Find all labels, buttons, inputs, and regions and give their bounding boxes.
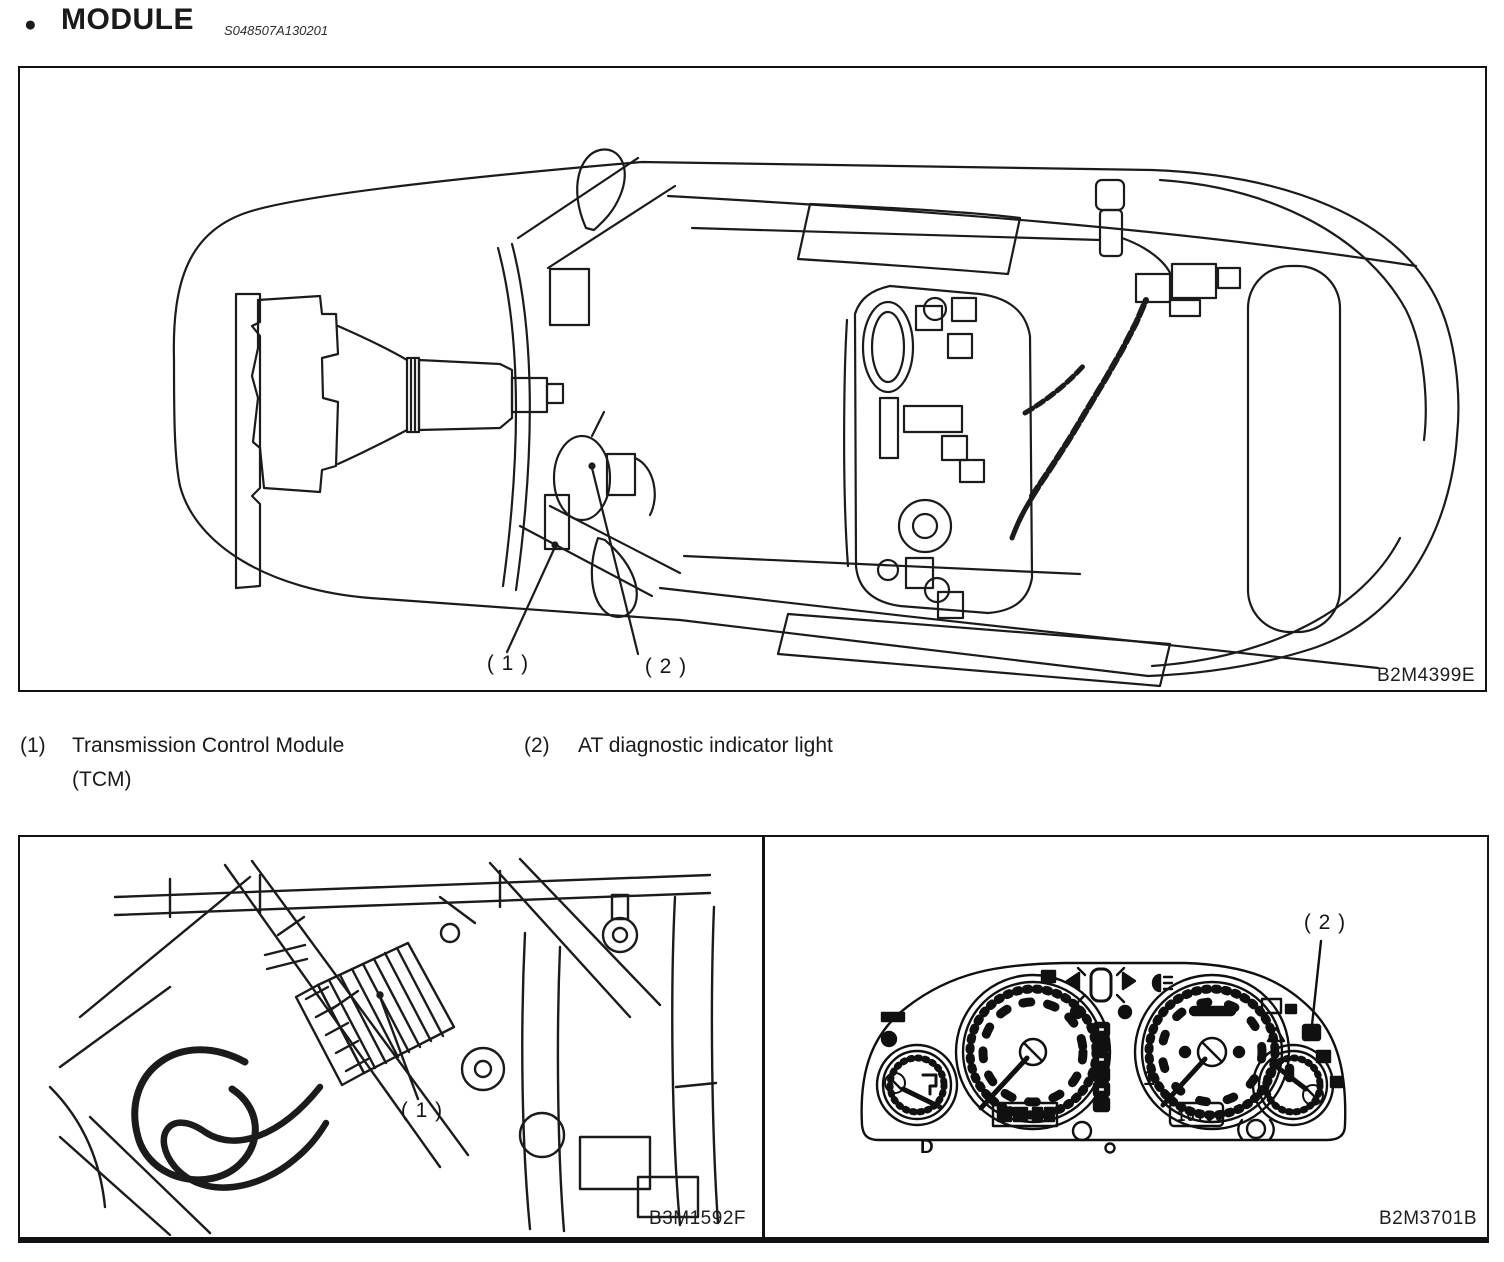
callout-leader-line: [378, 993, 419, 1100]
indicator-round-icon: [882, 1032, 896, 1046]
figure-tcm-closeup: [20, 837, 762, 1237]
figure-code: B3M1592F: [649, 1208, 746, 1229]
tcm-closeup-drawing: [20, 837, 762, 1236]
speedo-needle: [981, 1058, 1027, 1108]
dash-and-steering: [545, 269, 655, 549]
fuel-pump-icon: [923, 1075, 936, 1094]
clock-display: 10:00: [1177, 1109, 1225, 1125]
bell-icon: [1071, 1006, 1083, 1018]
car-body-outline: [174, 162, 1459, 686]
brake-warning-icon: [1247, 1120, 1265, 1138]
side-mirror-top: [577, 150, 625, 230]
brand-text-blob: [1190, 1007, 1235, 1015]
wiring-harness: [1012, 180, 1240, 538]
right-turn-arrow-icon: [1123, 973, 1135, 989]
figure-code: B2M4399E: [1376, 665, 1475, 686]
gear-letter: D: [920, 1137, 934, 1158]
car-top-view-drawing: [20, 68, 1484, 689]
structural-members: [50, 859, 718, 1235]
callout-leader-line: [1312, 941, 1321, 1025]
callout-2-label: ( 2 ): [644, 655, 688, 678]
figure-bottom-box: [18, 835, 1489, 1243]
figure-code: B2M3701B: [1378, 1208, 1477, 1229]
windshield-and-mirrors: [498, 150, 680, 617]
legend-item-1-label: Transmission Control Module: [72, 734, 345, 757]
door-ajar-car-icon: [1091, 969, 1111, 1001]
fuel-gauge: [877, 1013, 957, 1125]
callout-1-label: ( 1 ): [486, 652, 530, 675]
figure-overview-box: [18, 66, 1487, 692]
tcm-module: [296, 943, 454, 1085]
indicator-bar-icon: [882, 1013, 904, 1021]
gear-position-stack: [1094, 1023, 1109, 1111]
legend-item-2-number: (2): [524, 734, 550, 757]
speedometer: [956, 975, 1110, 1129]
bullet-icon: ●: [24, 13, 37, 36]
page-title: MODULE: [61, 3, 194, 36]
fuel-needle: [903, 1089, 940, 1107]
callout-2-label: ( 2 ): [1303, 911, 1347, 934]
wire-bundles: [135, 1050, 326, 1188]
figure-instrument-cluster: [765, 837, 1489, 1237]
callout-1-label: ( 1 ): [400, 1099, 444, 1122]
side-mirror-bottom: [592, 538, 637, 617]
bell-icon: [1119, 1006, 1131, 1018]
document-code: S048507A130201: [224, 23, 329, 38]
tach-digit: 1: [1143, 1067, 1155, 1090]
at-diagnostic-indicator-light: [1303, 1025, 1320, 1040]
legend-item-2-label: AT diagnostic indicator light: [578, 734, 833, 757]
instrument-cluster-drawing: [765, 837, 1489, 1236]
legend-item-1-number: (1): [20, 734, 46, 757]
headlight-icon: [1153, 975, 1160, 991]
legend-item-1-label-line2: (TCM): [72, 768, 132, 791]
